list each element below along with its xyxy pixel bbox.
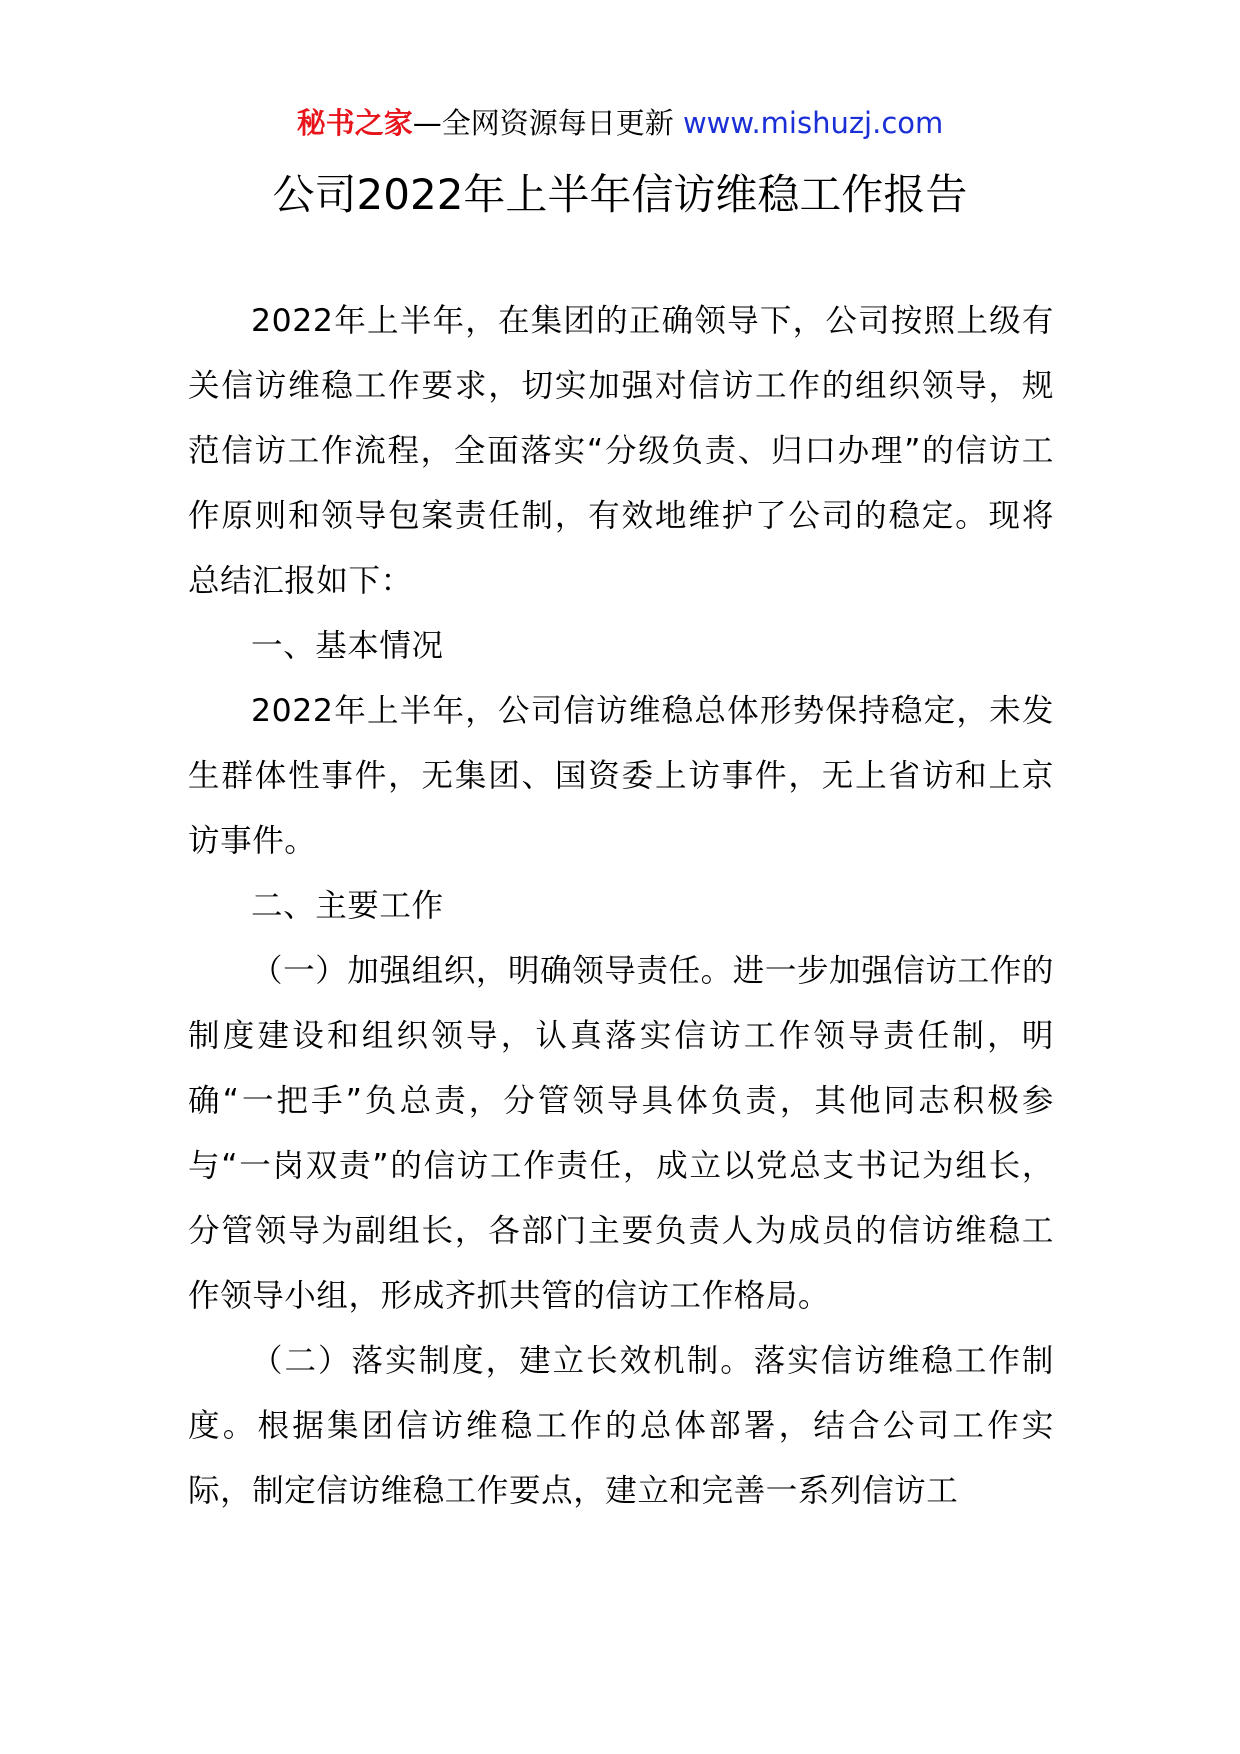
section-heading-basic-situation: 一、基本情况 [251, 628, 444, 664]
site-url[interactable]: www.mishuzj.com [682, 106, 944, 140]
paragraph-work-item-2: （二）落实制度，建立长效机制。落实信访维稳工作制度。根据集团信访维稳工作的总体部署，结合公司工作实际，制定信访维稳工作要点，建立和完善一系列信访工 [188, 1343, 1054, 1509]
paragraph-basic-situation: 2022年上半年，公司信访维稳总体形势保持稳定，未发生群体性事件，无集团、国资委上访事件，无上省访和上京访事件。 [188, 693, 1054, 859]
document-title: 公司2022年上半年信访维稳工作报告 [272, 170, 968, 219]
paragraph-intro: 2022年上半年，在集团的正确领导下，公司按照上级有关信访维稳工作要求，切实加强对信访工作的组织领导，规范信访工作流程，全面落实“分级负责、归口办理”的信访工作原则和领导包案责任制，有效地维护了公司的稳定。现将总结汇报如下： [188, 303, 1054, 599]
paragraph-work-item-1: （一）加强组织，明确领导责任。进一步加强信访工作的制度建设和组织领导，认真落实信访工作领导责任制，明确“一把手”负总责，分管领导具体负责，其他同志积极参与“一岗双责”的信访工作责任，成立以党总支书记为组长，分管领导为副组长，各部门主要负责人为成员的信访维稳工作领导小组，形成齐抓共管的信访工作格局。 [188, 953, 1054, 1314]
site-tagline: —全网资源每日更新 [412, 106, 674, 140]
section-heading-main-work: 二、主要工作 [251, 888, 444, 924]
document-body [188, 289, 1054, 1524]
site-header [0, 100, 1240, 146]
site-brand: 秘书之家 [296, 106, 413, 140]
